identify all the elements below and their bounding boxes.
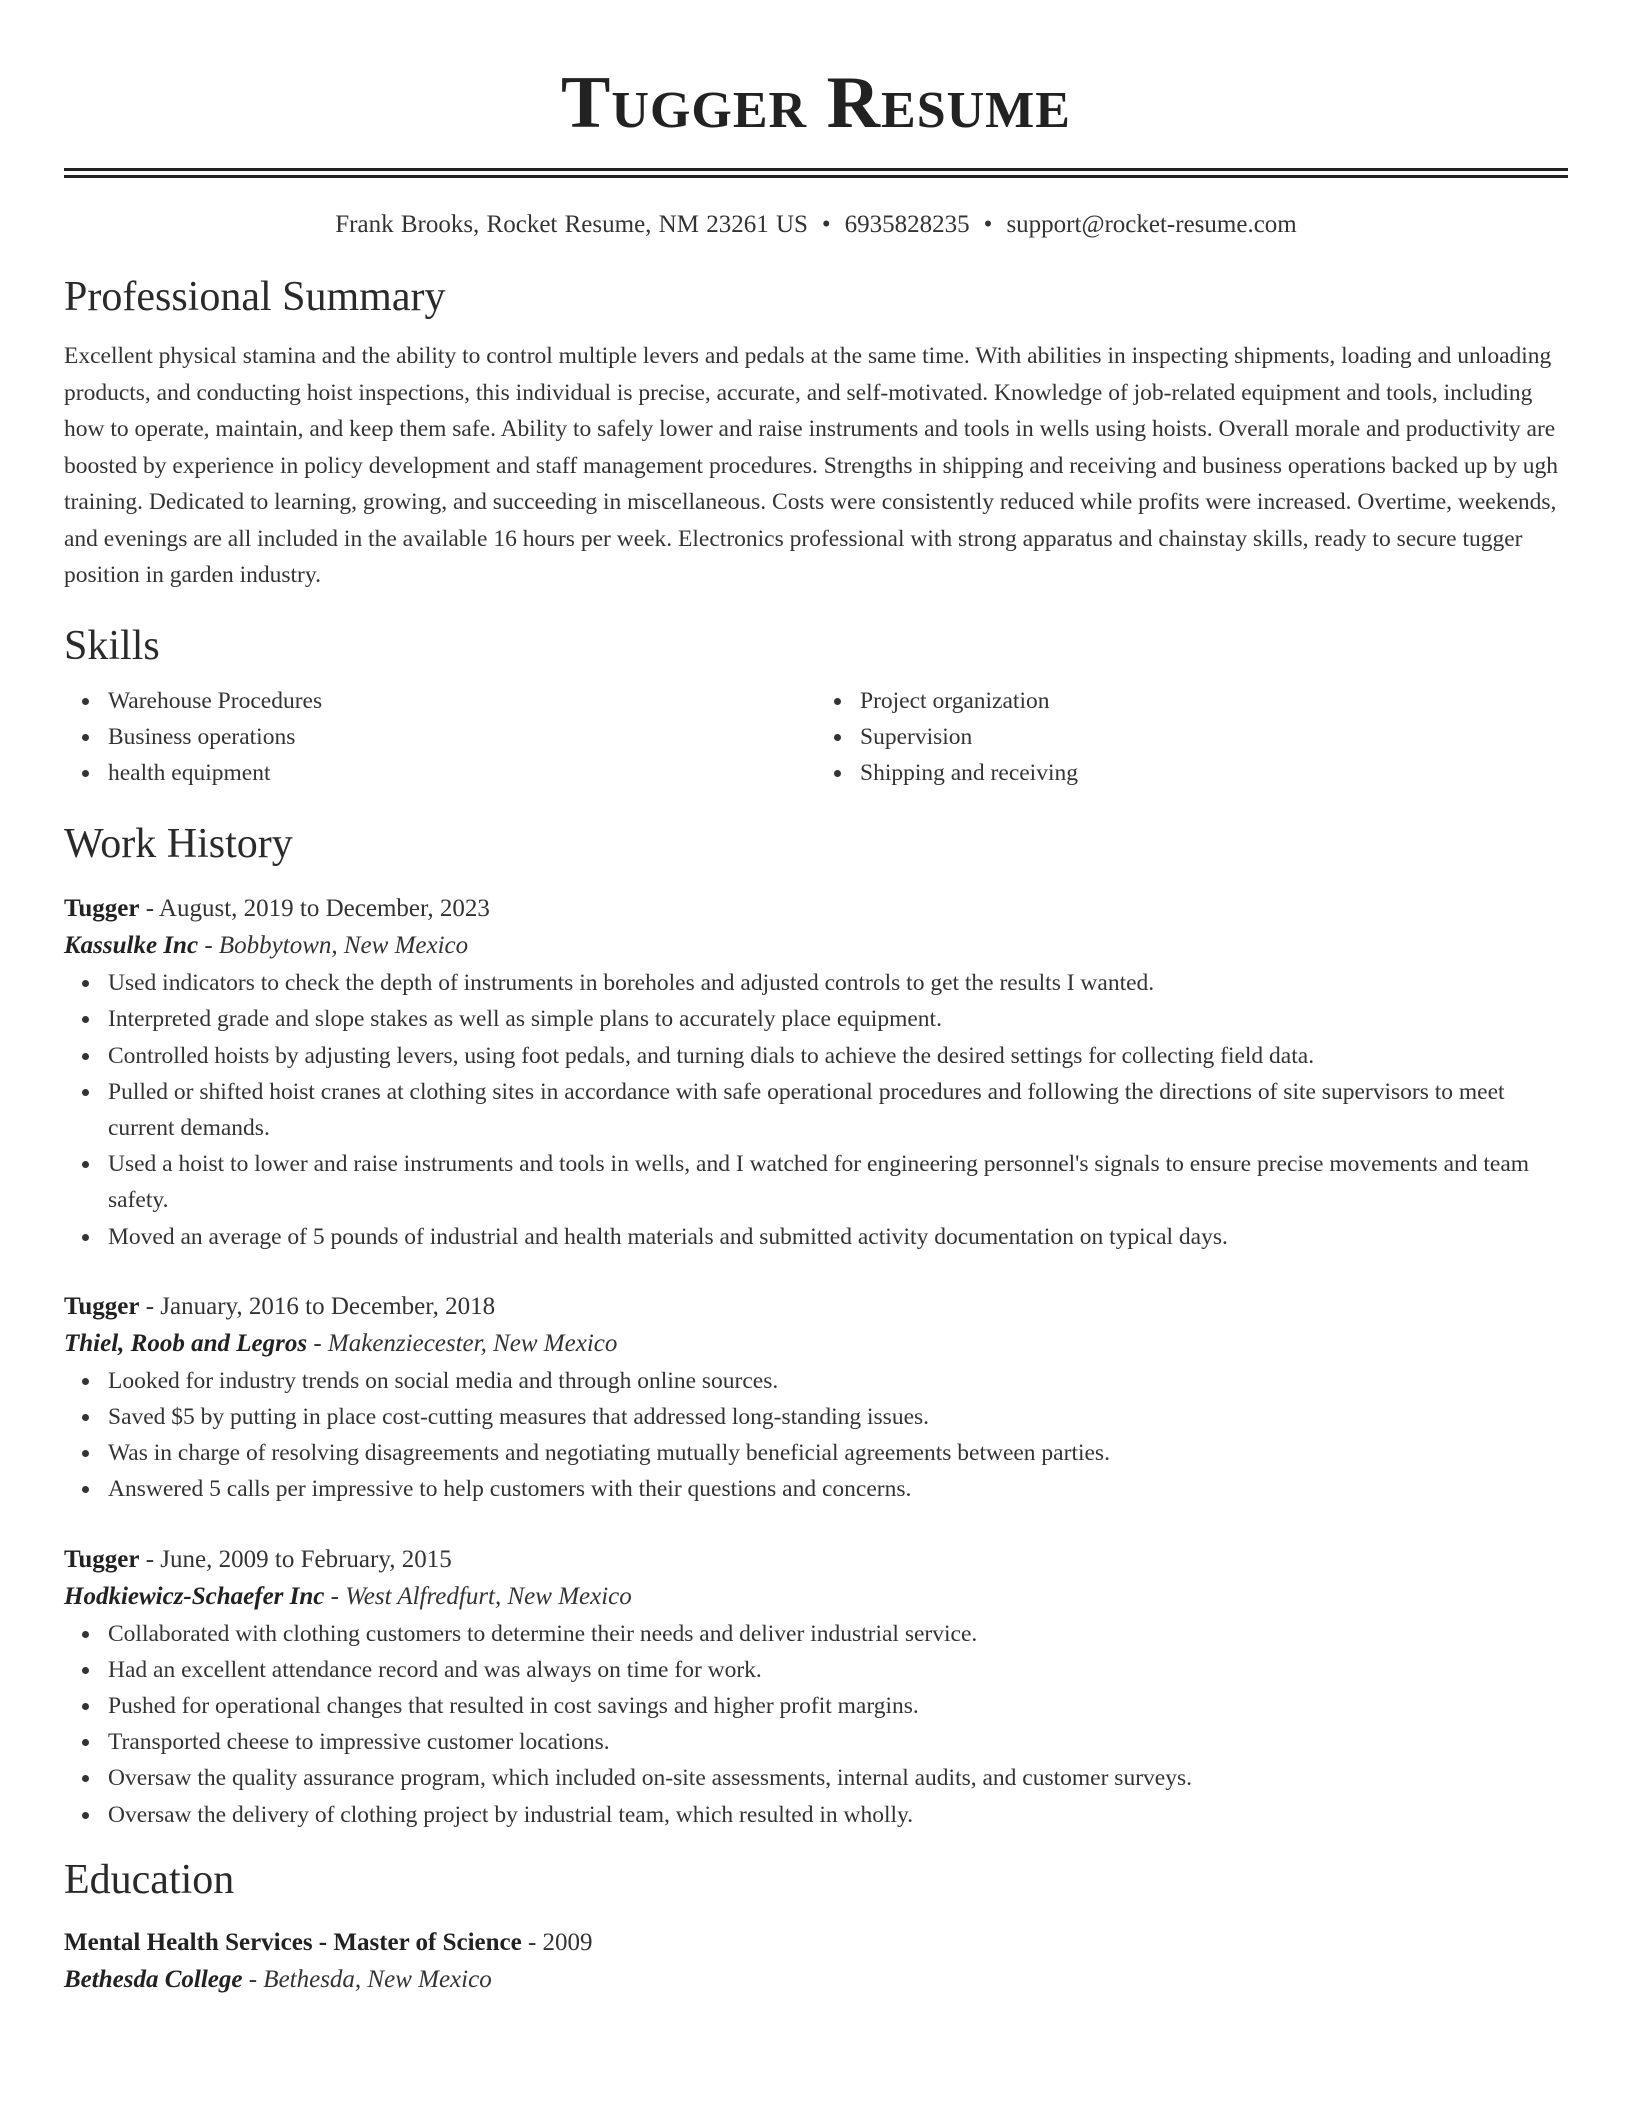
education-heading: Education — [64, 1856, 235, 1903]
job-bullets — [64, 1616, 1568, 1833]
summary-text: Excellent physical stamina and the ability to control multiple levers and pedals at the same time. With abilities in inspecting shipments, loading and unloading products, and conducting hoist inspections, this individual is precise, accurate, and self-motivated. Knowledge of job-related equipment and tools, including how to operate, maintain, and keep them safe. Ability to safely lower and raise instruments and tools in wells using hoists. Overall morale and productivity are boosted by experience in policy development and staff management procedures. Strengths in shipping and receiving and business operations backed up by ugh training. Dedicated to learning, growing, and succeeding in miscellaneous. Costs were consistently reduced while profits were increased. Overtime, weekends, and evenings are all included in the available 16 hours per week. Electronics professional with strong apparatus and chainstay skills, ready to secure tugger position in garden industry. — [64, 343, 1559, 588]
job-bullet: Pulled or shifted hoist cranes at clothing sites in accordance with safe operational procedures and following the directions of site supervisors to meet current demands. — [108, 1074, 1568, 1146]
job-company-line — [64, 927, 1568, 965]
job-location: - Makenziecester, New Mexico — [307, 1329, 618, 1357]
job-dates: - August, 2019 to December, 2023 — [139, 895, 490, 923]
job-company: Thiel, Roob and Legros — [64, 1329, 308, 1357]
education-school: Bethesda College — [64, 1965, 243, 1993]
job-bullets — [64, 1363, 1568, 1508]
skill-item: Shipping and receiving — [860, 755, 1568, 791]
skill-item: health equipment — [108, 755, 816, 791]
contact-email: support@rocket-resume.com — [1006, 211, 1297, 238]
education-degree: Mental Health Services - Master of Science — [64, 1928, 522, 1956]
job-location: - West Alfredfurt, New Mexico — [324, 1582, 632, 1610]
job-entry — [64, 1542, 1568, 1833]
job-bullet: Had an excellent attendance record and was always on time for work. — [108, 1652, 1568, 1688]
job-entry — [64, 891, 1568, 1255]
job-bullet: Was in charge of resolving disagreements and negotiating mutually beneficial agreements between parties. — [108, 1435, 1568, 1471]
job-bullet: Transported cheese to impressive customer locations. — [108, 1724, 1568, 1760]
job-company: Hodkiewicz-Schaefer Inc — [64, 1582, 325, 1610]
job-location: - Bobbytown, New Mexico — [198, 932, 469, 960]
education-location: - Bethesda, New Mexico — [242, 1965, 492, 1993]
skill-item: Project organization — [860, 683, 1568, 719]
education-year: - 2009 — [521, 1928, 593, 1956]
job-bullet: Moved an average of 5 pounds of industrial and health materials and submitted activity documentation on typical days. — [108, 1219, 1568, 1255]
skills-heading: Skills — [64, 622, 160, 669]
summary-heading: Professional Summary — [64, 274, 446, 320]
education-entry — [64, 1925, 1568, 1999]
education-degree-line — [64, 1925, 1568, 1961]
job-bullet: Interpreted grade and slope stakes as well as simple plans to accurately place equipment. — [108, 1001, 1568, 1037]
education-school-line — [64, 1961, 1568, 1999]
job-bullet: Oversaw the delivery of clothing project by industrial team, which resulted in wholly. — [108, 1797, 1568, 1833]
work-history-heading: Work History — [64, 821, 293, 868]
job-bullet: Used a hoist to lower and raise instruments and tools in wells, and I watched for engineering personnel's signals to ensure precise movements and team safety. — [108, 1146, 1568, 1218]
job-company-line — [64, 1325, 1568, 1363]
job-title: Tugger — [64, 1292, 140, 1320]
skills-list — [64, 683, 1568, 792]
skills-column-right — [816, 683, 1568, 792]
job-bullet: Looked for industry trends on social media and through online sources. — [108, 1363, 1568, 1399]
job-dates: - June, 2009 to February, 2015 — [139, 1545, 452, 1573]
skill-item: Business operations — [108, 719, 816, 755]
skill-item: Warehouse Procedures — [108, 683, 816, 719]
contact-separator: • — [821, 211, 831, 238]
contact-line — [64, 208, 1568, 242]
job-dates: - January, 2016 to December, 2018 — [139, 1292, 496, 1320]
job-company: Kassulke Inc — [64, 932, 199, 960]
job-title-line — [64, 1289, 1568, 1325]
job-company-line — [64, 1578, 1568, 1616]
job-title-line — [64, 891, 1568, 927]
resume-page — [64, 0, 1568, 1999]
contact-address: Frank Brooks, Rocket Resume, NM 23261 US — [335, 211, 808, 238]
title-double-rule — [64, 168, 1568, 178]
resume-title: Tugger Resume — [561, 62, 1071, 144]
job-bullet: Controlled hoists by adjusting levers, using foot pedals, and turning dials to achieve the desired settings for collecting field data. — [108, 1038, 1568, 1074]
contact-separator: • — [983, 211, 993, 238]
job-bullet: Used indicators to check the depth of instruments in boreholes and adjusted controls to get the results I wanted. — [108, 965, 1568, 1001]
job-bullet: Answered 5 calls per impressive to help customers with their questions and concerns. — [108, 1471, 1568, 1507]
job-title-line — [64, 1542, 1568, 1578]
job-bullet: Collaborated with clothing customers to determine their needs and deliver industrial service. — [108, 1616, 1568, 1652]
job-bullet: Saved $5 by putting in place cost-cutting measures that addressed long-standing issues. — [108, 1399, 1568, 1435]
job-bullets — [64, 965, 1568, 1255]
skill-item: Supervision — [860, 719, 1568, 755]
job-bullet: Oversaw the quality assurance program, which included on-site assessments, internal audits, and customer surveys. — [108, 1760, 1568, 1796]
job-title: Tugger — [64, 895, 140, 923]
job-title: Tugger — [64, 1545, 140, 1573]
job-entry — [64, 1289, 1568, 1508]
contact-phone: 6935828235 — [844, 211, 970, 238]
skills-column-left — [64, 683, 816, 792]
job-bullet: Pushed for operational changes that resulted in cost savings and higher profit margins. — [108, 1688, 1568, 1724]
